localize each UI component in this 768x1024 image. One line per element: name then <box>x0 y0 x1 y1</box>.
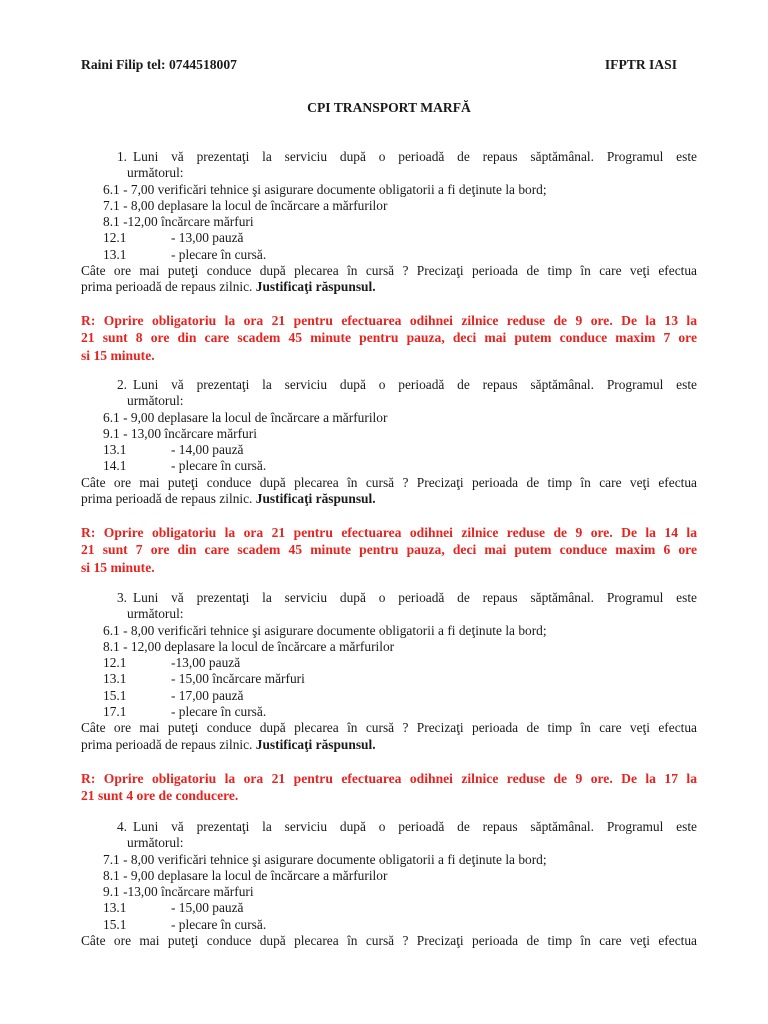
document-title: CPI TRANSPORT MARFĂ <box>307 100 471 115</box>
schedule-step: 6.1 - 9,00 deplasare la locul de încărcare a mărfurilor <box>103 409 388 425</box>
question-prompt: Câte ore mai puteţi conduce după plecarea în cursă ? Precizaţi perioada de timp în care veţi efectua <box>81 933 697 949</box>
question-number: 4. <box>116 819 127 834</box>
question-2 <box>81 377 697 507</box>
schedule-step: 17.1 - plecare în cursă. <box>103 704 267 720</box>
question-intro: Luni vă prezentaţi la serviciu după o perioadă de repaus săptămânal. Programul este <box>133 590 697 605</box>
author-contact: Raini Filip tel: 0744518007 <box>81 57 237 72</box>
question-intro-cont: următorul: <box>127 835 184 851</box>
schedule-step: 13.1 - 14,00 pauză <box>103 442 244 458</box>
schedule-step: 8.1 -12,00 încărcare mărfuri <box>103 214 254 230</box>
question-prompt: Câte ore mai puteţi conduce după plecarea în cursă ? Precizaţi perioada de timp în care veţi efectua prima perioadă de repaus zilnic. Justificaţi răspunsul. <box>81 720 697 752</box>
schedule-step: 15.1 - plecare în cursă. <box>103 916 267 932</box>
question-intro: Luni vă prezentaţi la serviciu după o perioadă de repaus săptămânal. Programul este <box>133 377 697 392</box>
justify-instruction: Justificaţi răspunsul. <box>255 279 376 295</box>
answer-3: R: Oprire obligatoriu la ora 21 pentru efectuarea odihnei zilnice reduse de 9 ore. De la 17 la 21 sunt 4 ore de conducere. <box>81 771 697 804</box>
schedule-step: 6.1 - 8,00 verificări tehnice şi asigurare documente obligatorii a fi deţinute la bord; <box>103 622 547 638</box>
question-prompt: Câte ore mai puteţi conduce după plecarea în cursă ? Precizaţi perioada de timp în care veţi efectua prima perioadă de repaus zilnic. Justificaţi răspunsul. <box>81 263 697 295</box>
question-4 <box>81 819 697 949</box>
schedule-step: 8.1 - 9,00 deplasare la locul de încărcare a mărfurilor <box>103 867 388 883</box>
schedule-step: 12.1 - 13,00 pauză <box>103 230 244 246</box>
question-intro: Luni vă prezentaţi la serviciu după o perioadă de repaus săptămânal. Programul este <box>133 149 697 164</box>
schedule-step: 9.1 -13,00 încărcare mărfuri <box>103 884 254 900</box>
question-intro: Luni vă prezentaţi la serviciu după o perioadă de repaus săptămânal. Programul este <box>133 819 697 834</box>
schedule-step: 8.1 - 12,00 deplasare la locul de încărcare a mărfurilor <box>103 638 395 654</box>
schedule-step: 15.1 - 17,00 pauză <box>103 687 244 703</box>
schedule-step: 6.1 - 7,00 verificări tehnice şi asigurare documente obligatorii a fi deţinute la bord; <box>103 181 547 197</box>
schedule-step: 13.1 - 15,00 pauză <box>103 900 244 916</box>
schedule-step: 12.1 -13,00 pauză <box>103 655 241 671</box>
question-number: 3. <box>116 590 127 605</box>
institution-name: IFPTR IASI <box>604 57 677 72</box>
answer-1: R: Oprire obligatoriu la ora 21 pentru efectuarea odihnei zilnice reduse de 9 ore. De la 13 la 21 sunt 8 ore din care scadem 45 minute pentru pauza, deci mai putem conduce maxim 7 ore si 15 minute. <box>81 313 697 363</box>
justify-instruction: Justificaţi răspunsul. <box>255 736 376 752</box>
schedule-step: 14.1 - plecare în cursă. <box>103 458 267 474</box>
schedule-step: 7.1 - 8,00 deplasare la locul de încărcare a mărfurilor <box>103 197 388 213</box>
question-intro-cont: următorul: <box>127 165 184 181</box>
question-1 <box>81 149 697 296</box>
question-intro-cont: următorul: <box>127 393 184 409</box>
schedule-step: 7.1 - 8,00 verificări tehnice şi asigurare documente obligatorii a fi deţinute la bord; <box>103 851 547 867</box>
justify-instruction: Justificaţi răspunsul. <box>255 491 376 507</box>
question-number: 1. <box>116 149 127 164</box>
schedule-step: 13.1 - 15,00 încărcare mărfuri <box>103 671 305 687</box>
question-prompt: Câte ore mai puteţi conduce după plecarea în cursă ? Precizaţi perioada de timp în care veţi efectua prima perioadă de repaus zilnic. Justificaţi răspunsul. <box>81 474 697 507</box>
question-number: 2. <box>116 377 127 392</box>
schedule-step: 13.1 - plecare în cursă. <box>103 246 267 262</box>
answer-2: R: Oprire obligatoriu la ora 21 pentru efectuarea odihnei zilnice reduse de 9 ore. De la 14 la 21 sunt 7 ore din care scadem 45 minute pentru pauza, deci mai putem conduce maxim 6 ore si 15 minute. <box>81 525 697 575</box>
schedule-step: 9.1 - 13,00 încărcare mărfuri <box>103 425 257 441</box>
question-3 <box>81 590 697 753</box>
question-intro-cont: următorul: <box>127 606 184 622</box>
